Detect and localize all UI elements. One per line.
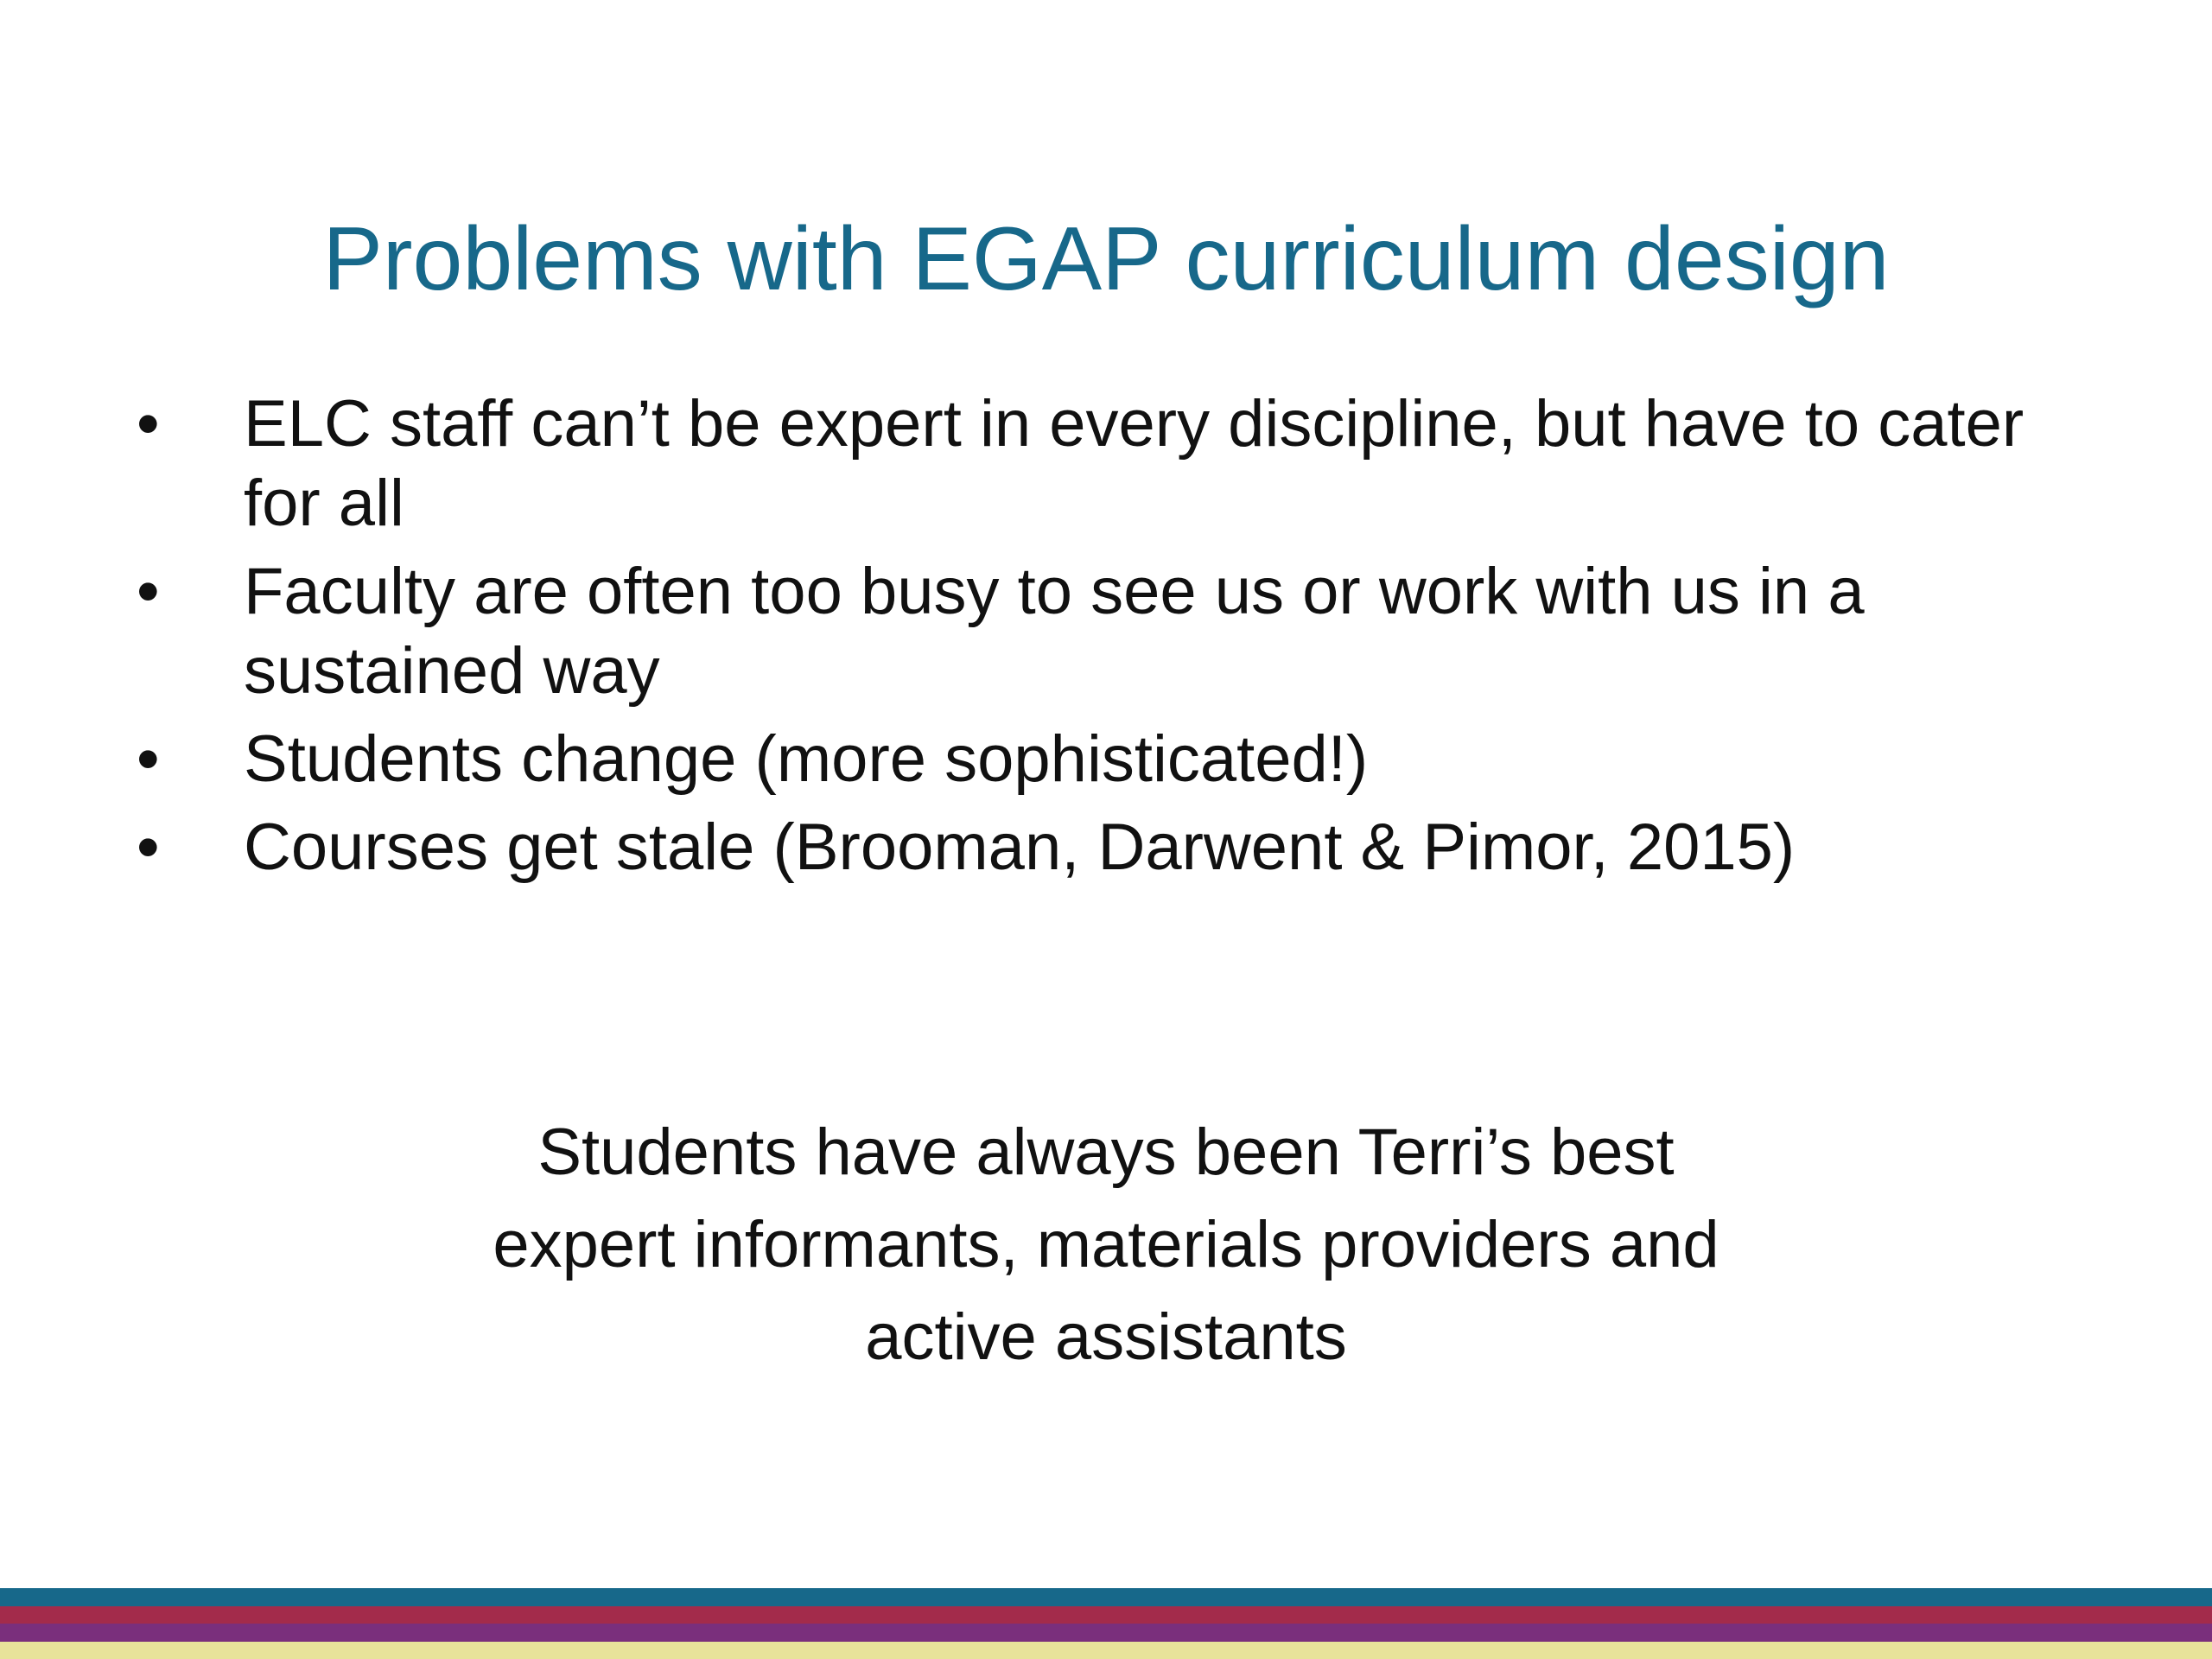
bullet-item — [121, 552, 2108, 711]
stripe-yellow — [0, 1642, 2212, 1659]
footer-stripes — [0, 1588, 2212, 1659]
bullet-text: Faculty are often too busy to see us or work with us in a sustained way — [244, 555, 1865, 708]
quote-line: expert informants, materials providers and — [493, 1208, 1719, 1281]
bullet-marker: • — [137, 387, 160, 461]
bullet-list — [121, 385, 2108, 896]
bullet-marker: • — [137, 810, 160, 884]
stripe-red — [0, 1606, 2212, 1624]
quote-line: Students have always been Terri’s best — [537, 1116, 1675, 1189]
stripe-blue — [0, 1588, 2212, 1606]
stripe-purple — [0, 1624, 2212, 1642]
bullet-text: ELC staff can’t be expert in every discipline, but have to cater for all — [244, 387, 2024, 540]
slide-title: Problems with EGAP curriculum design — [322, 209, 1890, 309]
quote-block — [0, 1106, 2212, 1383]
bullet-text: Students change (more sophisticated!) — [244, 722, 1369, 796]
quote-line: active assistants — [865, 1300, 1347, 1374]
bullet-text: Courses get stale (Brooman, Darwent & Pimor, 2015) — [244, 810, 1796, 884]
bullet-marker: • — [137, 555, 160, 628]
bullet-marker: • — [137, 722, 160, 796]
bullet-item — [121, 385, 2108, 543]
bullet-item — [121, 808, 2108, 887]
bullet-item — [121, 720, 2108, 799]
